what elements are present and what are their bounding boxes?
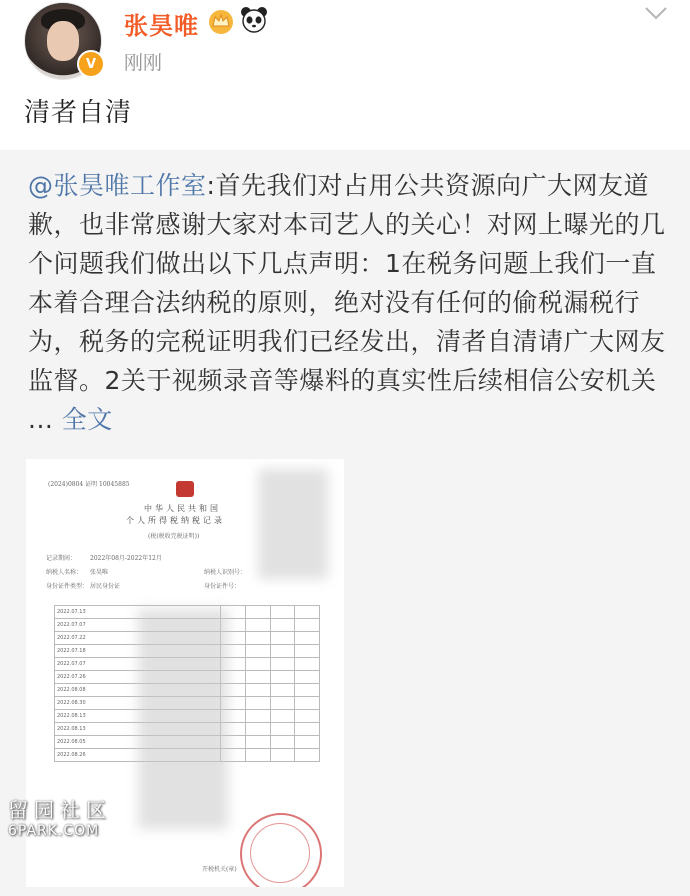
table-cell-date: 2022.08.13 (55, 710, 221, 723)
table-cell (245, 671, 270, 684)
table-cell (270, 632, 295, 645)
mention-link[interactable]: @张昊唯工作室 (28, 171, 207, 200)
redaction (258, 469, 328, 579)
table-cell (295, 749, 320, 762)
table-cell (295, 710, 320, 723)
table-cell (270, 684, 295, 697)
table-cell-date: 2022.08.13 (55, 723, 221, 736)
table-cell (270, 645, 295, 658)
chevron-down-icon[interactable] (643, 4, 669, 22)
table-cell (270, 606, 295, 619)
post-timestamp: 刚刚 (124, 52, 163, 74)
table-cell (295, 684, 320, 697)
seal-label: 开税机关(章) (202, 866, 237, 873)
table-cell (295, 619, 320, 632)
doc-title-line2: 个人所得税纳税记录 (126, 516, 225, 525)
repost-card[interactable] (0, 150, 690, 896)
table-cell (245, 723, 270, 736)
verified-badge-icon: V (77, 50, 105, 78)
table-cell (270, 697, 295, 710)
table-cell (270, 671, 295, 684)
id-type-value: 居民身份证 (90, 583, 121, 590)
table-cell (295, 658, 320, 671)
table-cell (295, 632, 320, 645)
table-cell (270, 710, 295, 723)
table-cell (295, 697, 320, 710)
crown-icon (207, 8, 235, 34)
full-text-link[interactable]: 全文 (61, 405, 113, 434)
table-cell-date: 2022.08.05 (55, 736, 221, 749)
weibo-post (0, 0, 690, 150)
avatar-face (47, 21, 79, 61)
redaction (138, 609, 228, 829)
table-cell (295, 736, 320, 749)
table-cell (245, 710, 270, 723)
table-cell (245, 749, 270, 762)
taxpayer-value: 张昊唯 (90, 569, 109, 576)
table-cell (245, 736, 270, 749)
table-cell-date: 2022.07.18 (55, 645, 221, 658)
table-cell (270, 723, 295, 736)
post-text: 清者自清 (24, 98, 133, 128)
table-cell-date: 2022.08.30 (55, 697, 221, 710)
table-cell (245, 697, 270, 710)
table-cell-date: 2022.08.08 (55, 684, 221, 697)
table-cell (270, 619, 295, 632)
taxpayer-label: 纳税人名称： (46, 569, 83, 576)
panda-icon (240, 6, 268, 34)
table-cell (245, 606, 270, 619)
table-cell-date: 2022.07.13 (55, 606, 221, 619)
table-cell (245, 619, 270, 632)
username[interactable]: 张昊唯 (124, 12, 199, 40)
emblem-icon (176, 481, 194, 497)
table-cell-date: 2022.07.07 (55, 658, 221, 671)
watermark-line1: 留园社区 (8, 798, 112, 822)
table-cell (295, 723, 320, 736)
doc-subtitle: (税(税收完税证明)) (148, 533, 200, 540)
table-cell-date: 2022.08.26 (55, 749, 221, 762)
id-no-label: 身份证件号： (204, 583, 241, 590)
table-cell (245, 658, 270, 671)
table-cell-date: 2022.07.07 (55, 619, 221, 632)
doc-serial: (2024)0804 证明 10045885 (48, 481, 130, 488)
period-label: 记录期间： (46, 555, 77, 562)
tax-id-label: 纳税人识别号： (204, 569, 247, 576)
table-cell (270, 749, 295, 762)
table-cell (295, 645, 320, 658)
table-cell (270, 736, 295, 749)
table-cell (270, 658, 295, 671)
id-type-label: 身份证件类型： (46, 583, 89, 590)
official-seal-inner (250, 823, 310, 883)
table-cell-date: 2022.07.22 (55, 632, 221, 645)
repost-text (28, 166, 672, 439)
table-cell (245, 645, 270, 658)
site-watermark (8, 794, 112, 839)
repost-body: :首先我们对占用公共资源向广大网友道歉，也非常感谢大家对本司艺人的关心！对网上曝光的几个问题我们做出以下几点声明：1在税务问题上我们一直本着合理合法纳税的原则，绝对没有任何的偷税漏税行为，税务的完税证明我们已经发出，清者自清请广大网友监督。2关于视频录音等爆料的真实性后续相信公安机关 ... (28, 171, 666, 434)
watermark-line2: 6PARK.COM (8, 823, 100, 839)
doc-title-line1: 中华人民共和国 (144, 504, 221, 513)
table-cell-date: 2022.07.26 (55, 671, 221, 684)
table-cell (245, 684, 270, 697)
period-value: 2022年08月-2022年12月 (90, 555, 162, 562)
table-cell (245, 632, 270, 645)
table-cell (295, 606, 320, 619)
table-cell (295, 671, 320, 684)
